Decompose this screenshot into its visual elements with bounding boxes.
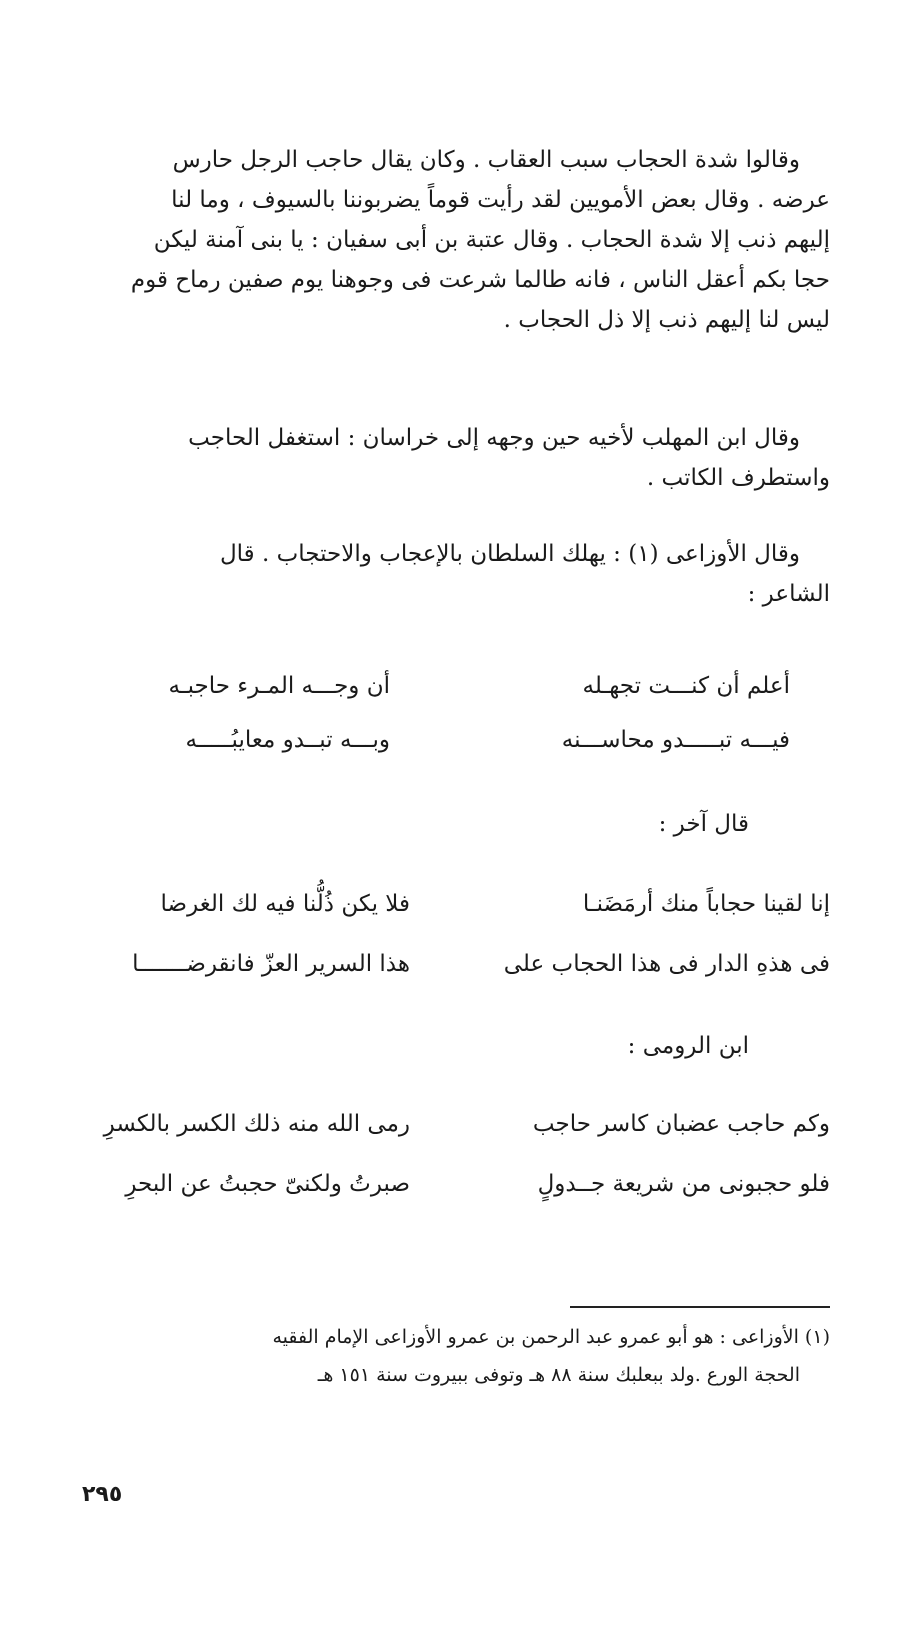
verse-first-hemistich: فيـــه تبـــــدو محاســـنه	[561, 727, 790, 753]
verse-first-hemistich: أعلم أن كنـــت تجهـله	[582, 673, 790, 699]
footnote-divider	[570, 1306, 830, 1308]
verse-first-hemistich: فى هذهِ الدار فى هذا الحجاب على	[503, 951, 830, 977]
verse-second-hemistich: هذا السرير العزّ فانقرضـــــــا	[132, 951, 410, 977]
verse-first-hemistich: فلو حجبونى من شريعة جــدولٍ	[537, 1171, 830, 1197]
verse-first-hemistich: وكم حاجب عضبان كاسر حاجب	[532, 1111, 830, 1137]
paragraph-hijab-punishment	[80, 140, 830, 340]
text-line: وقال الأوزاعى (١) : يهلك السلطان بالإعجاب والاحتجاب . قال	[219, 541, 800, 567]
verse-second-hemistich: صبرتُ ولكنىّ حجبتُ عن البحرِ	[125, 1171, 410, 1197]
verse-second-hemistich: رمى الله منه ذلك الكسر بالكسرِ	[103, 1111, 410, 1137]
verse-second-hemistich: فلا يكن ذُلُّنا فيه لك الغرضا	[160, 891, 410, 917]
text-line: واستطرف الكاتب .	[646, 465, 830, 491]
poet-attribution: قال آخر :	[658, 811, 749, 837]
text-line: إليهم ذنب إلا شدة الحجاب . وقال عتبة بن أبى سفيان : يا بنى آمنة ليكن	[153, 227, 830, 253]
footnote	[80, 1318, 830, 1394]
text-line: ليس لنا إليهم ذنب إلا ذل الحجاب .	[503, 307, 830, 333]
paragraph-ibn-muhallab	[80, 418, 830, 498]
text-line: عرضه . وقال بعض الأمويين لقد رأيت قوماً يضربوننا بالسيوف ، وما لنا	[171, 187, 830, 213]
text-line: حجا بكم أعقل الناس ، فانه طالما شرعت فى وجوهنا يوم صفين رماح قوم	[130, 267, 830, 293]
text-line: وقال ابن المهلب لأخيه حين وجهه إلى خراسان : استغفل الحاجب	[188, 425, 800, 451]
verse-first-hemistich: إنا لقينا حجاباً منك أرمَضَنـا	[582, 891, 830, 917]
verse-second-hemistich: وبـــه تبــدو معايبُـــــه	[185, 727, 390, 753]
text-line: الشاعر :	[747, 581, 830, 607]
footnote-line: (١) الأوزاعى : هو أبو عمرو عبد الرحمن بن عمرو الأوزاعى الإمام الفقيه	[272, 1326, 830, 1348]
paragraph-awzai	[80, 534, 830, 614]
verse-second-hemistich: أن وجـــه المـرء حاجبـه	[168, 673, 390, 699]
page-number: ٢٩٥	[82, 1482, 123, 1507]
poet-attribution: ابن الرومى :	[627, 1033, 749, 1059]
text-line: وقالوا شدة الحجاب سبب العقاب . وكان يقال حاجب الرجل حارس	[172, 147, 800, 173]
footnote-line: الحجة الورع .ولد ببعلبك سنة ٨٨ هـ وتوفى ببيروت سنة ١٥١ هـ	[317, 1364, 800, 1386]
